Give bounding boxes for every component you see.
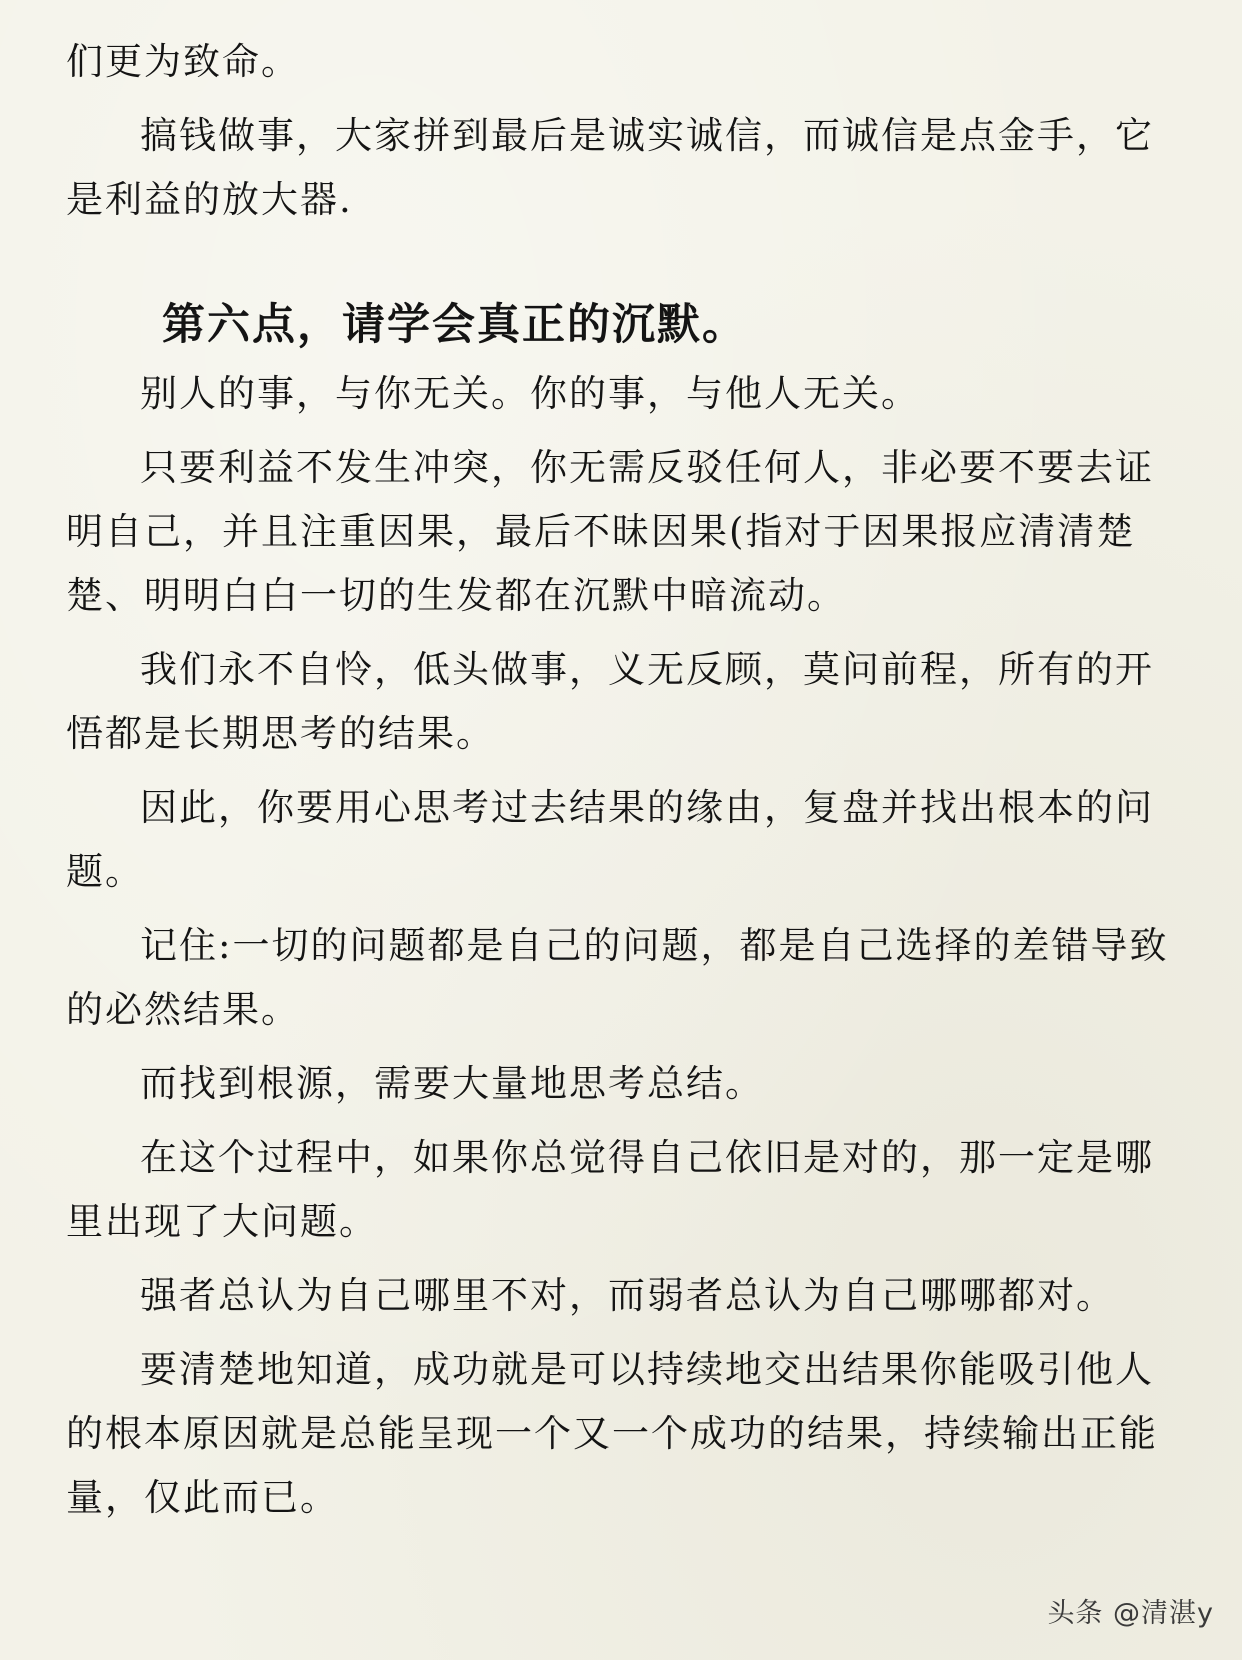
paragraph: 强者总认为自己哪里不对，而弱者总认为自己哪哪都对。 <box>140 1274 1115 1317</box>
paragraph: 只要利益不发生冲突，你无需反驳任何人，非必要不要去证明自己，并且注重因果，最后不昧因果(指对于因果报应清清楚楚、明明白白一切的生发都在沉默中暗流动。 <box>66 446 1154 617</box>
paragraph: 我们永不自怜，低头做事，义无反顾，莫问前程，所有的开悟都是长期思考的结果。 <box>66 648 1154 755</box>
paragraph: 在这个过程中，如果你总觉得自己依旧是对的，那一定是哪里出现了大问题。 <box>66 1136 1154 1243</box>
paragraph: 因此，你要用心思考过去结果的缘由，复盘并找出根本的问题。 <box>66 786 1154 893</box>
paragraph: 要清楚地知道，成功就是可以持续地交出结果你能吸引他人的根本原因就是总能呈现一个又一个成功的结果，持续输出正能量，仅此而已。 <box>66 1348 1158 1519</box>
source-watermark: 头条 @清湛y <box>1047 1598 1214 1629</box>
paragraph: 们更为致命。 <box>66 40 300 83</box>
paragraph: 别人的事，与你无关。你的事，与他人无关。 <box>140 372 920 415</box>
paragraph: 搞钱做事，大家拼到最后是诚实诚信，而诚信是点金手，它是利益的放大器. <box>66 114 1154 221</box>
section-heading: 第六点，请学会真正的沉默。 <box>162 300 747 350</box>
paragraph: 而找到根源，需要大量地思考总结。 <box>140 1062 764 1105</box>
paragraph: 记住:一切的问题都是自己的问题，都是自己选择的差错导致的必然结果。 <box>66 924 1169 1031</box>
document-body <box>66 30 1176 1540</box>
